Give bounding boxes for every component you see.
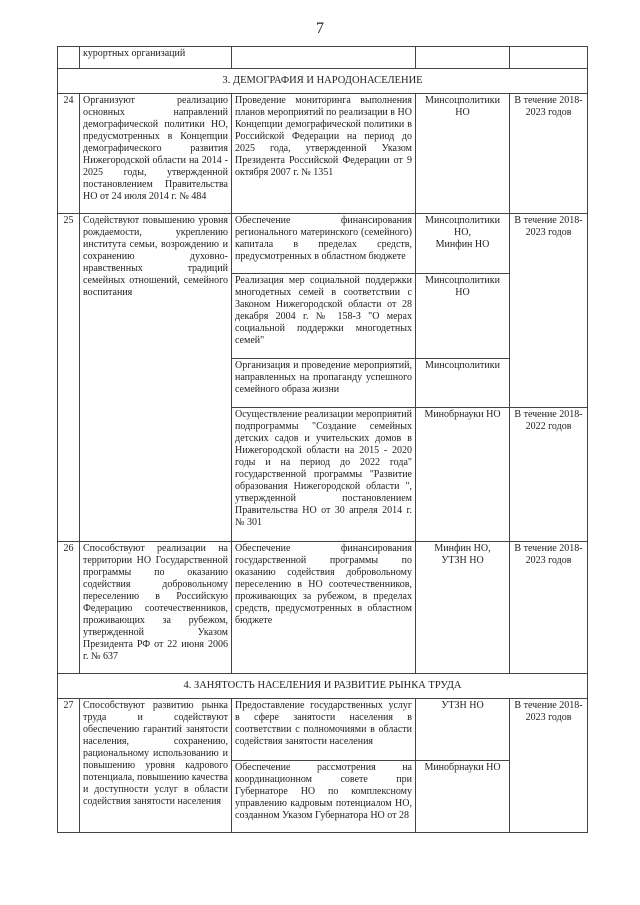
activity-cell: Реализация мер социальной поддержки многодетных семей в соответствии с Законом Нижегородской области от 28 декабря 2004 г. № 158-З "О мерах социальной поддержки многодетных семей"	[232, 274, 416, 359]
task-cell: Способствуют развитию рынка труда и содействуют обеспечению гарантий занятости населения, сохранению, рациональному использованию и повышению уровня кадрового потенциала, повышению качества и доступности услуг в области содействия занятости населения	[80, 699, 232, 833]
task-cell: Способствуют реализации на территории НО Государственной программы по оказанию содействия добровольному переселению в Российскую Федерацию соотечественников, проживающих за рубежом, утвержденной Указом Президента РФ от 22 июня 2006 г. № 637	[80, 542, 232, 674]
executor-cell: Минсоцполитики НО	[416, 94, 510, 214]
activity-cell: Обеспечение финансирования регионального материнского (семейного) капитала в пределах средств, предусмотренных в областном бюджете	[232, 214, 416, 274]
task-cell: курортных организаций	[80, 47, 232, 69]
term-cell: В течение 2018-2023 годов	[510, 699, 588, 833]
continuation-row	[58, 47, 588, 69]
table-row	[58, 214, 588, 274]
activity-cell: Проведение мониторинга выполнения планов мероприятий по реализации в НО Концепции демографической политики в Российской Федерации на период до 2025 года, утвержденной Указом Президента Российской Федерации от 9 октября 2007 г. № 1351	[232, 94, 416, 214]
activity-cell: Организация и проведение мероприятий, направленных на пропаганду успешного семейного образа жизни	[232, 359, 416, 408]
num-cell	[58, 47, 80, 69]
section-title: 4. ЗАНЯТОСТЬ НАСЕЛЕНИЯ И РАЗВИТИЕ РЫНКА ТРУДА	[58, 674, 588, 699]
executor-cell: Минобрнауки НО	[416, 761, 510, 833]
table-row	[58, 542, 588, 674]
term-cell: В течение 2018-2023 годов	[510, 94, 588, 214]
executor-cell: УТЗН НО	[416, 699, 510, 761]
row-number: 26	[58, 542, 80, 674]
section-header-row	[58, 674, 588, 699]
activity-cell: Обеспечение финансирования государственной программы по оказанию содействия добровольному переселению в НО соотечественников, проживающих за рубежом, в пределах средств, предусмотренных в областном бюджете	[232, 542, 416, 674]
row-number: 27	[58, 699, 80, 833]
executor-cell: Минобрнауки НО	[416, 408, 510, 542]
activity-cell	[232, 47, 416, 69]
executor-cell	[416, 47, 510, 69]
activity-cell: Осуществление реализации мероприятий подпрограммы "Создание семейных детских садов и учительских домов в Нижегородской области на 2015 - 2020 годы и на период до 2022 года" государственной программы "Развитие образования Нижегородской области ", утвержденной постановлением Правительства НО от 30 апреля 2014 г. № 301	[232, 408, 416, 542]
table-row	[58, 699, 588, 761]
task-cell: Содействуют повышению уровня рождаемости, укреплению института семьи, возрождению и сохранению духовно-нравственных традиций семейных отношений, семейного воспитания	[80, 214, 232, 542]
executor-cell: Минсоцполитики НО, Минфин НО	[416, 214, 510, 274]
activity-cell: Предоставление государственных услуг в сфере занятости населения в соответствии с полномочиями в области содействия занятости населения	[232, 699, 416, 761]
executor-cell: Минсоцполитики	[416, 359, 510, 408]
row-number: 25	[58, 214, 80, 542]
executor-cell: Минфин НО, УТЗН НО	[416, 542, 510, 674]
term-cell: В течение 2018-2022 годов	[510, 408, 588, 542]
activity-cell: Обеспечение рассмотрения на координационном совете при Губернаторе НО по комплексному управлению кадровым потенциалом НО, созданном Указом Губернатора НО от 28	[232, 761, 416, 833]
row-number: 24	[58, 94, 80, 214]
term-cell: В течение 2018-2023 годов	[510, 214, 588, 408]
task-cell: Организуют реализацию основных направлений демографической политики НО, предусмотренных в Концепции демографического развития Нижегородской области на 2014 - 2025 годы, утвержденной постановлением Правительства НО от 24 июля 2014 г. № 484	[80, 94, 232, 214]
table-row	[58, 94, 588, 214]
section-title: 3. ДЕМОГРАФИЯ И НАРОДОНАСЕЛЕНИЕ	[58, 69, 588, 94]
section-header-row	[58, 69, 588, 94]
page-number: 7	[316, 20, 324, 37]
term-cell	[510, 47, 588, 69]
executor-cell: Минсоцполитики НО	[416, 274, 510, 359]
plan-table	[57, 46, 588, 833]
term-cell: В течение 2018-2023 годов	[510, 542, 588, 674]
